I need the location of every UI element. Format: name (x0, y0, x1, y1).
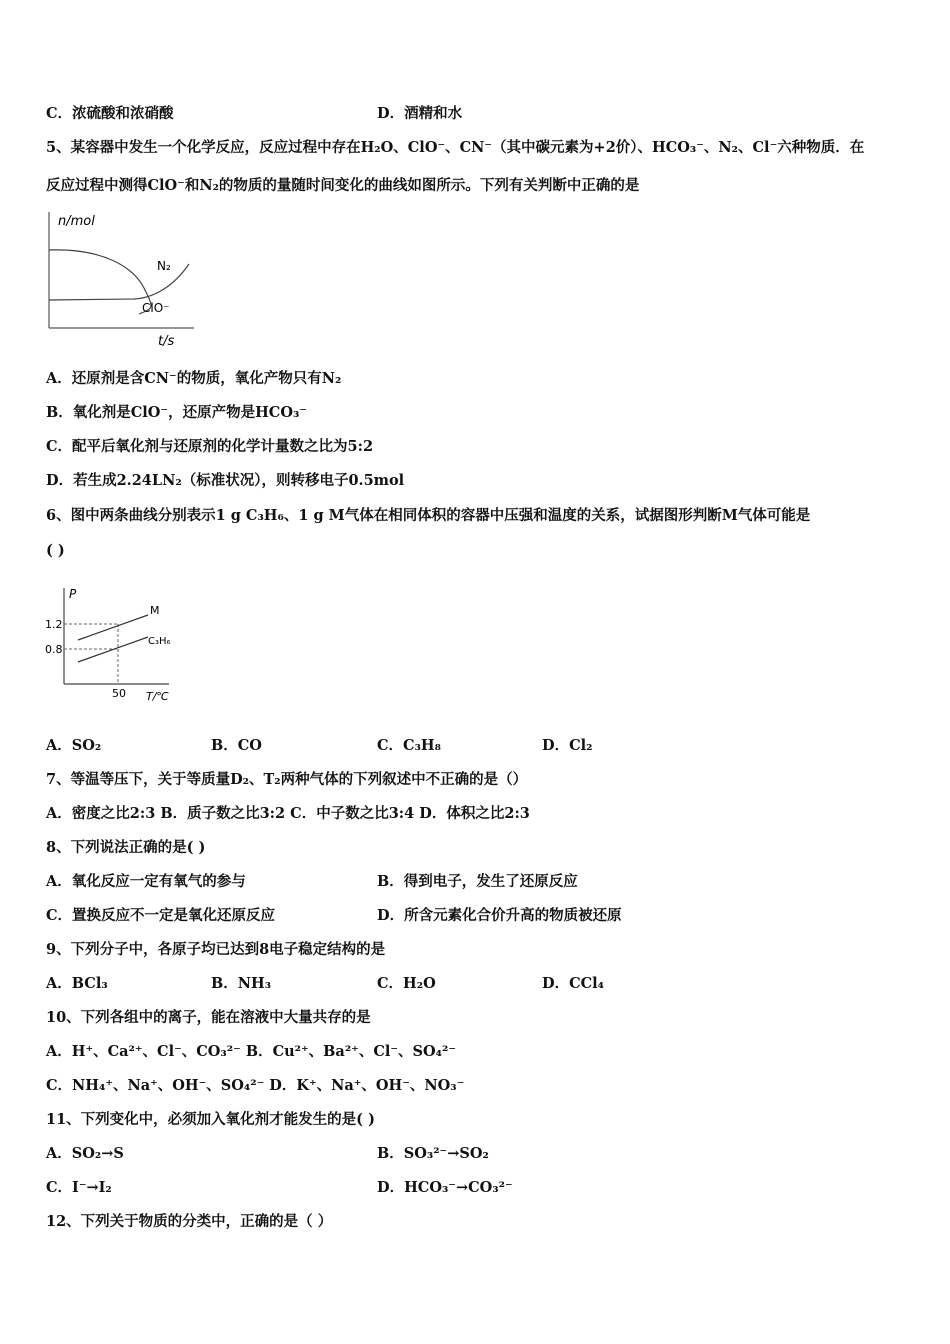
q9-stem: 9、下列分子中，各原子均已达到8电子稳定结构的是 (46, 941, 386, 958)
q11-option-b: B．SO₃²⁻→SO₂ (377, 1145, 489, 1162)
q5-option-b: B．氧化剂是ClO⁻，还原产物是HCO₃⁻ (46, 404, 307, 421)
q5-figure (44, 208, 204, 350)
q6-tick-1-2: 1.2 (45, 618, 63, 631)
q7-options: A．密度之比2:3 B．质子数之比3:2 C．中子数之比3:4 D．体积之比2:3 (46, 805, 530, 822)
q6-m-line (78, 615, 148, 640)
q5-option-d: D．若生成2.24LN₂（标准状况），则转移电子0.5mol (46, 472, 405, 489)
q10-options-line-1: A．H⁺、Ca²⁺、Cl⁻、CO₃²⁻ B．Cu²⁺、Ba²⁺、Cl⁻、SO₄²⁻ (46, 1043, 456, 1060)
q5-n2-label: N₂ (157, 259, 171, 273)
q6-tick-0-8: 0.8 (45, 643, 63, 656)
q4-option-d: D．酒精和水 (377, 105, 463, 122)
q10-stem: 10、下列各组中的离子，能在溶液中大量共存的是 (46, 1009, 371, 1026)
q9-option-a: A．BCl₃ (46, 975, 108, 992)
q5-stem-line-1: 5、某容器中发生一个化学反应，反应过程中存在H₂O、ClO⁻、CN⁻（其中碳元素为+2价）、HCO₃⁻、N₂、Cl⁻六种物质．在 (46, 139, 865, 156)
q6-option-b: B．CO (211, 737, 262, 754)
q6-m-label: M (150, 604, 160, 617)
q8-option-c: C．置换反应不一定是氧化还原反应 (46, 907, 276, 924)
q5-x-label: t/s (158, 334, 175, 349)
q6-c3h6-label: C₃H₆ (148, 636, 171, 647)
q5-clo-curve (49, 250, 151, 314)
q8-stem: 8、下列说法正确的是( ) (46, 839, 206, 856)
q9-option-b: B．NH₃ (211, 975, 272, 992)
q11-stem: 11、下列变化中，必须加入氧化剂才能发生的是( ) (46, 1111, 375, 1128)
q11-option-d: D．HCO₃⁻→CO₃²⁻ (377, 1179, 513, 1196)
q5-option-c: C．配平后氧化剂与还原剂的化学计量数之比为5:2 (46, 438, 374, 455)
q4-option-c: C．浓硫酸和浓硝酸 (46, 105, 174, 122)
q10-options-line-2: C．NH₄⁺、Na⁺、OH⁻、SO₄²⁻ D．K⁺、Na⁺、OH⁻、NO₃⁻ (46, 1077, 465, 1094)
q5-option-a: A．还原剂是含CN⁻的物质，氧化产物只有N₂ (46, 370, 342, 387)
q5-y-label: n/mol (58, 214, 95, 229)
q9-option-d: D．CCl₄ (542, 975, 605, 992)
q8-option-d: D．所含元素化合价升高的物质被还原 (377, 907, 622, 924)
q11-option-c: C．I⁻→I₂ (46, 1179, 112, 1196)
q11-option-a: A．SO₂→S (46, 1145, 124, 1162)
q6-stem-line-2: ( ) (46, 542, 65, 559)
q6-option-c: C．C₃H₈ (377, 737, 441, 754)
q9-option-c: C．H₂O (377, 975, 436, 992)
q6-x-label: T/℃ (146, 690, 169, 703)
q8-option-a: A．氧化反应一定有氧气的参与 (46, 873, 246, 890)
q7-stem: 7、等温等压下，关于等质量D₂、T₂两种气体的下列叙述中不正确的是（） (46, 771, 528, 788)
q5-clo-label: ClO⁻ (142, 301, 170, 315)
q6-c3h6-line (78, 637, 148, 662)
q8-option-b: B．得到电子，发生了还原反应 (377, 873, 578, 890)
q6-option-a: A．SO₂ (46, 737, 102, 754)
q6-figure (44, 584, 184, 708)
q5-stem-line-2: 反应过程中测得ClO⁻和N₂的物质的量随时间变化的曲线如图所示。下列有关判断中正确的是 (46, 177, 640, 194)
q6-stem-line-1: 6、图中两条曲线分别表示1 g C₃H₆、1 g M气体在相同体积的容器中压强和温度的关系，试据图形判断M气体可能是 (46, 507, 811, 524)
q12-stem: 12、下列关于物质的分类中，正确的是（ ） (46, 1213, 333, 1230)
q6-y-label: P (69, 587, 77, 601)
q6-tick-50: 50 (112, 687, 126, 700)
q6-option-d: D．Cl₂ (542, 737, 593, 754)
